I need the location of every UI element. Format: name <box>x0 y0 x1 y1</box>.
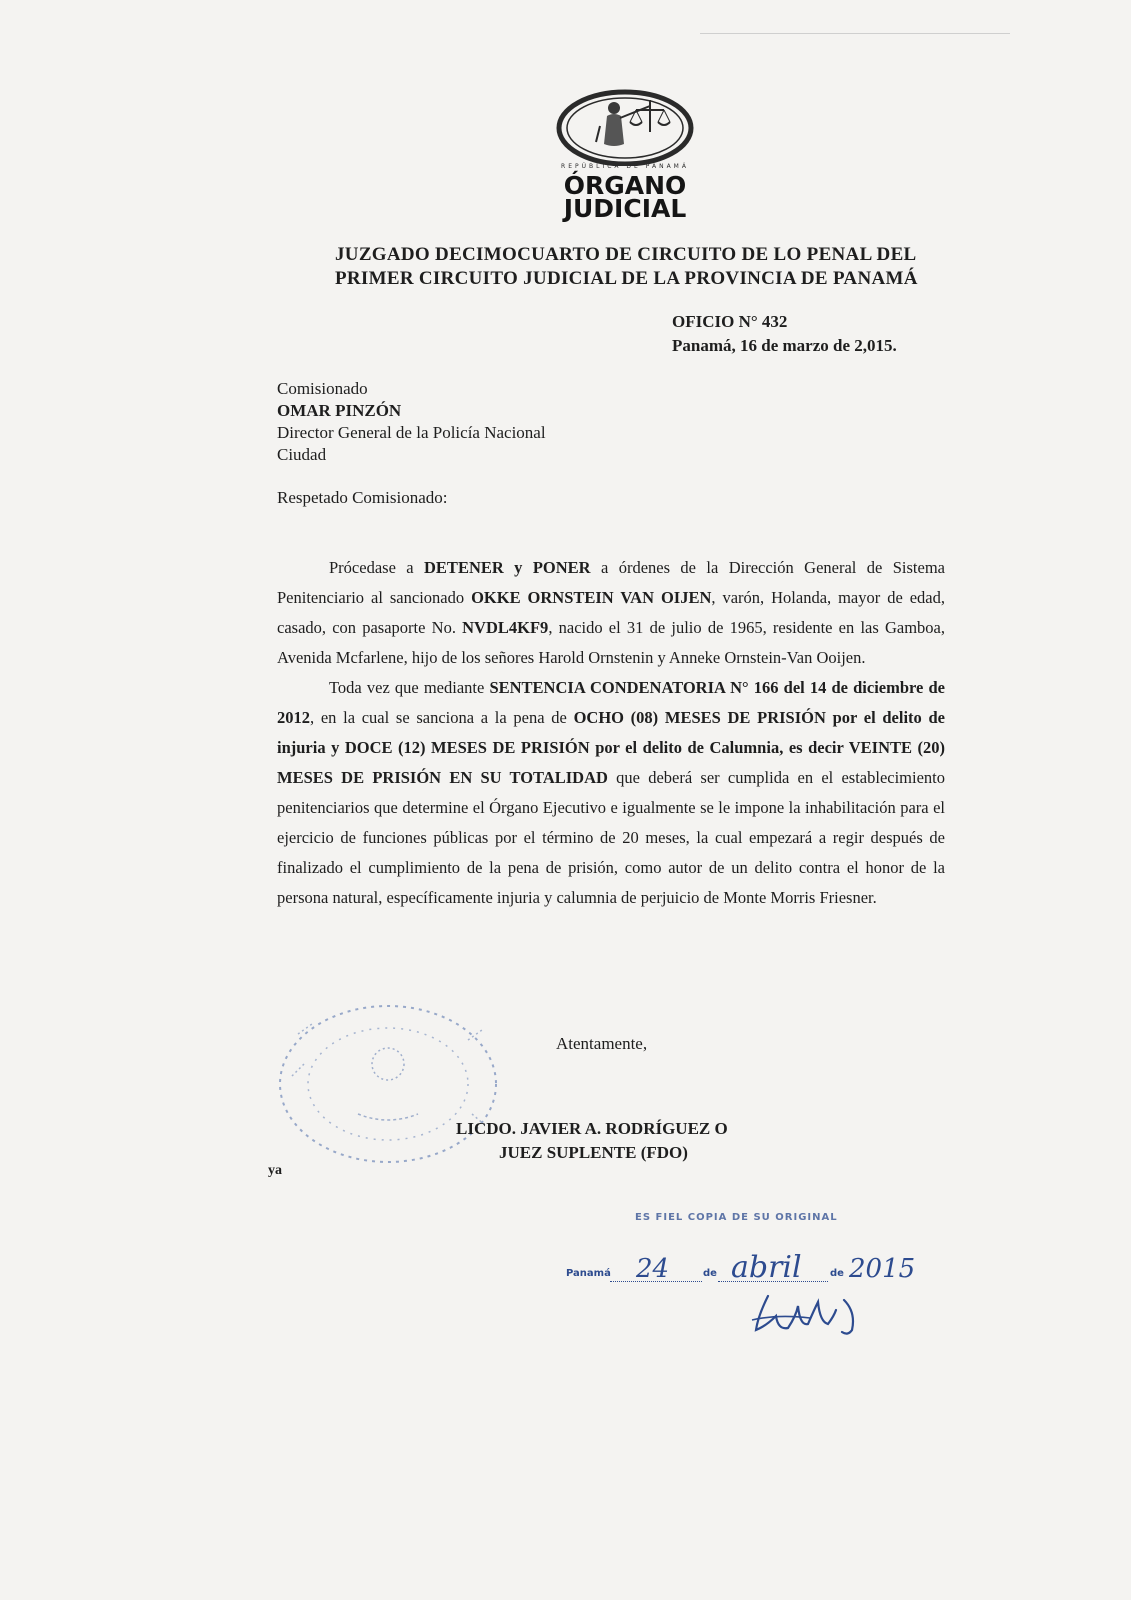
greeting: Respetado Comisionado: <box>277 488 448 507</box>
para2-bold-2: OCHO (08) MESES DE PRISIÓN por el delito de injuria y DOCE (12) MESES DE PRISIÓN por el delito de Calumnia, es decir VEINTE (20) MESES DE PRISIÓN EN SU TOTALIDAD <box>277 708 945 787</box>
oficio-block <box>672 310 897 358</box>
logo-judicial-text: JUDICIAL <box>563 194 687 223</box>
handwritten-signature <box>748 1286 888 1342</box>
signer-title: JUEZ SUPLENTE (FDO) <box>499 1143 688 1162</box>
addressee-name: OMAR PINZÓN <box>277 401 402 420</box>
para1-text-4: , nacido el 31 de julio de 1965, residente en las Gamboa, Avenida Mcfarlene, hijo de los señores Harold Ornstenin y Anneke Ornstein-Van Ooijen. <box>277 618 945 667</box>
para2-text-2: , en la cual se sanciona a la pena de <box>310 708 574 727</box>
para1-bold-1: DETENER y PONER <box>424 558 591 577</box>
letter-body <box>277 553 945 913</box>
organo-judicial-logo <box>540 86 710 223</box>
para2-text-3: que deberá ser cumplida en el establecimiento penitenciarios que determine el Órgano Ejecutivo e igualmente se le impone la inhabilitación para el ejercicio de funciones públicas por el término de 20 meses, la cual empezará a regir después de finalizado el cumplimiento de la pena de prisión, como autor de un delito contra el honor de la persona natural, específicamente injuria y calumnia de perjuicio de Monte Morris Friesner. <box>277 768 946 907</box>
certification-city: Panamá <box>566 1268 611 1279</box>
closing: Atentamente, <box>556 1034 648 1053</box>
paragraph-sentence <box>277 673 945 913</box>
para1-text-1: Prócedase a <box>329 558 425 577</box>
addressee-position: Director General de la Policía Nacional <box>277 423 546 442</box>
court-seal-stamp <box>268 994 508 1174</box>
certification-de-1: de <box>703 1268 717 1279</box>
logo-organo-text: ÓRGANO <box>563 171 687 200</box>
oficio-number: OFICIO N° 432 <box>672 312 788 331</box>
certified-copy-stamp: ES FIEL COPIA DE SU ORIGINAL <box>635 1212 838 1223</box>
court-heading-line2: PRIMER CIRCUITO JUDICIAL DE LA PROVINCIA DE PANAMÁ <box>335 268 918 289</box>
para1-bold-2: OKKE ORNSTEIN VAN OIJEN <box>471 588 712 607</box>
logo-republic-text: REPÚBLICA DE PANAMÁ <box>561 163 689 170</box>
certification-day: 24 <box>636 1254 670 1284</box>
addressee-city: Ciudad <box>277 445 327 464</box>
paragraph-order <box>277 553 945 673</box>
para1-bold-3: NVDL4KF9 <box>462 618 549 637</box>
court-heading-line1: JUZGADO DECIMOCUARTO DE CIRCUITO DE LO PENAL DEL <box>335 244 917 265</box>
court-heading <box>335 243 918 291</box>
certification-date <box>566 1250 926 1286</box>
addressee-title: Comisionado <box>277 379 368 398</box>
para2-bold-1: SENTENCIA CONDENATORIA N° 166 del 14 de diciembre de 2012 <box>277 678 945 727</box>
signer-name: LICDO. JAVIER A. RODRÍGUEZ O <box>456 1119 728 1138</box>
typist-initials: ya <box>268 1163 282 1178</box>
certification-year: 2015 <box>849 1254 916 1284</box>
scan-edge-line <box>700 33 1010 34</box>
certification-de-2: de <box>830 1268 844 1279</box>
para1-text-3: , varón, Holanda, mayor de edad, casado, con pasaporte No. <box>277 588 946 637</box>
justice-emblem-icon <box>550 86 700 166</box>
para2-text-1: Toda vez que mediante <box>329 678 490 697</box>
certification-month: abril <box>731 1250 802 1285</box>
oficio-date: Panamá, 16 de marzo de 2,015. <box>672 336 897 355</box>
para1-text-2: a órdenes de la Dirección General de Sistema Penitenciario al sancionado <box>277 558 945 607</box>
addressee-block <box>277 378 546 466</box>
